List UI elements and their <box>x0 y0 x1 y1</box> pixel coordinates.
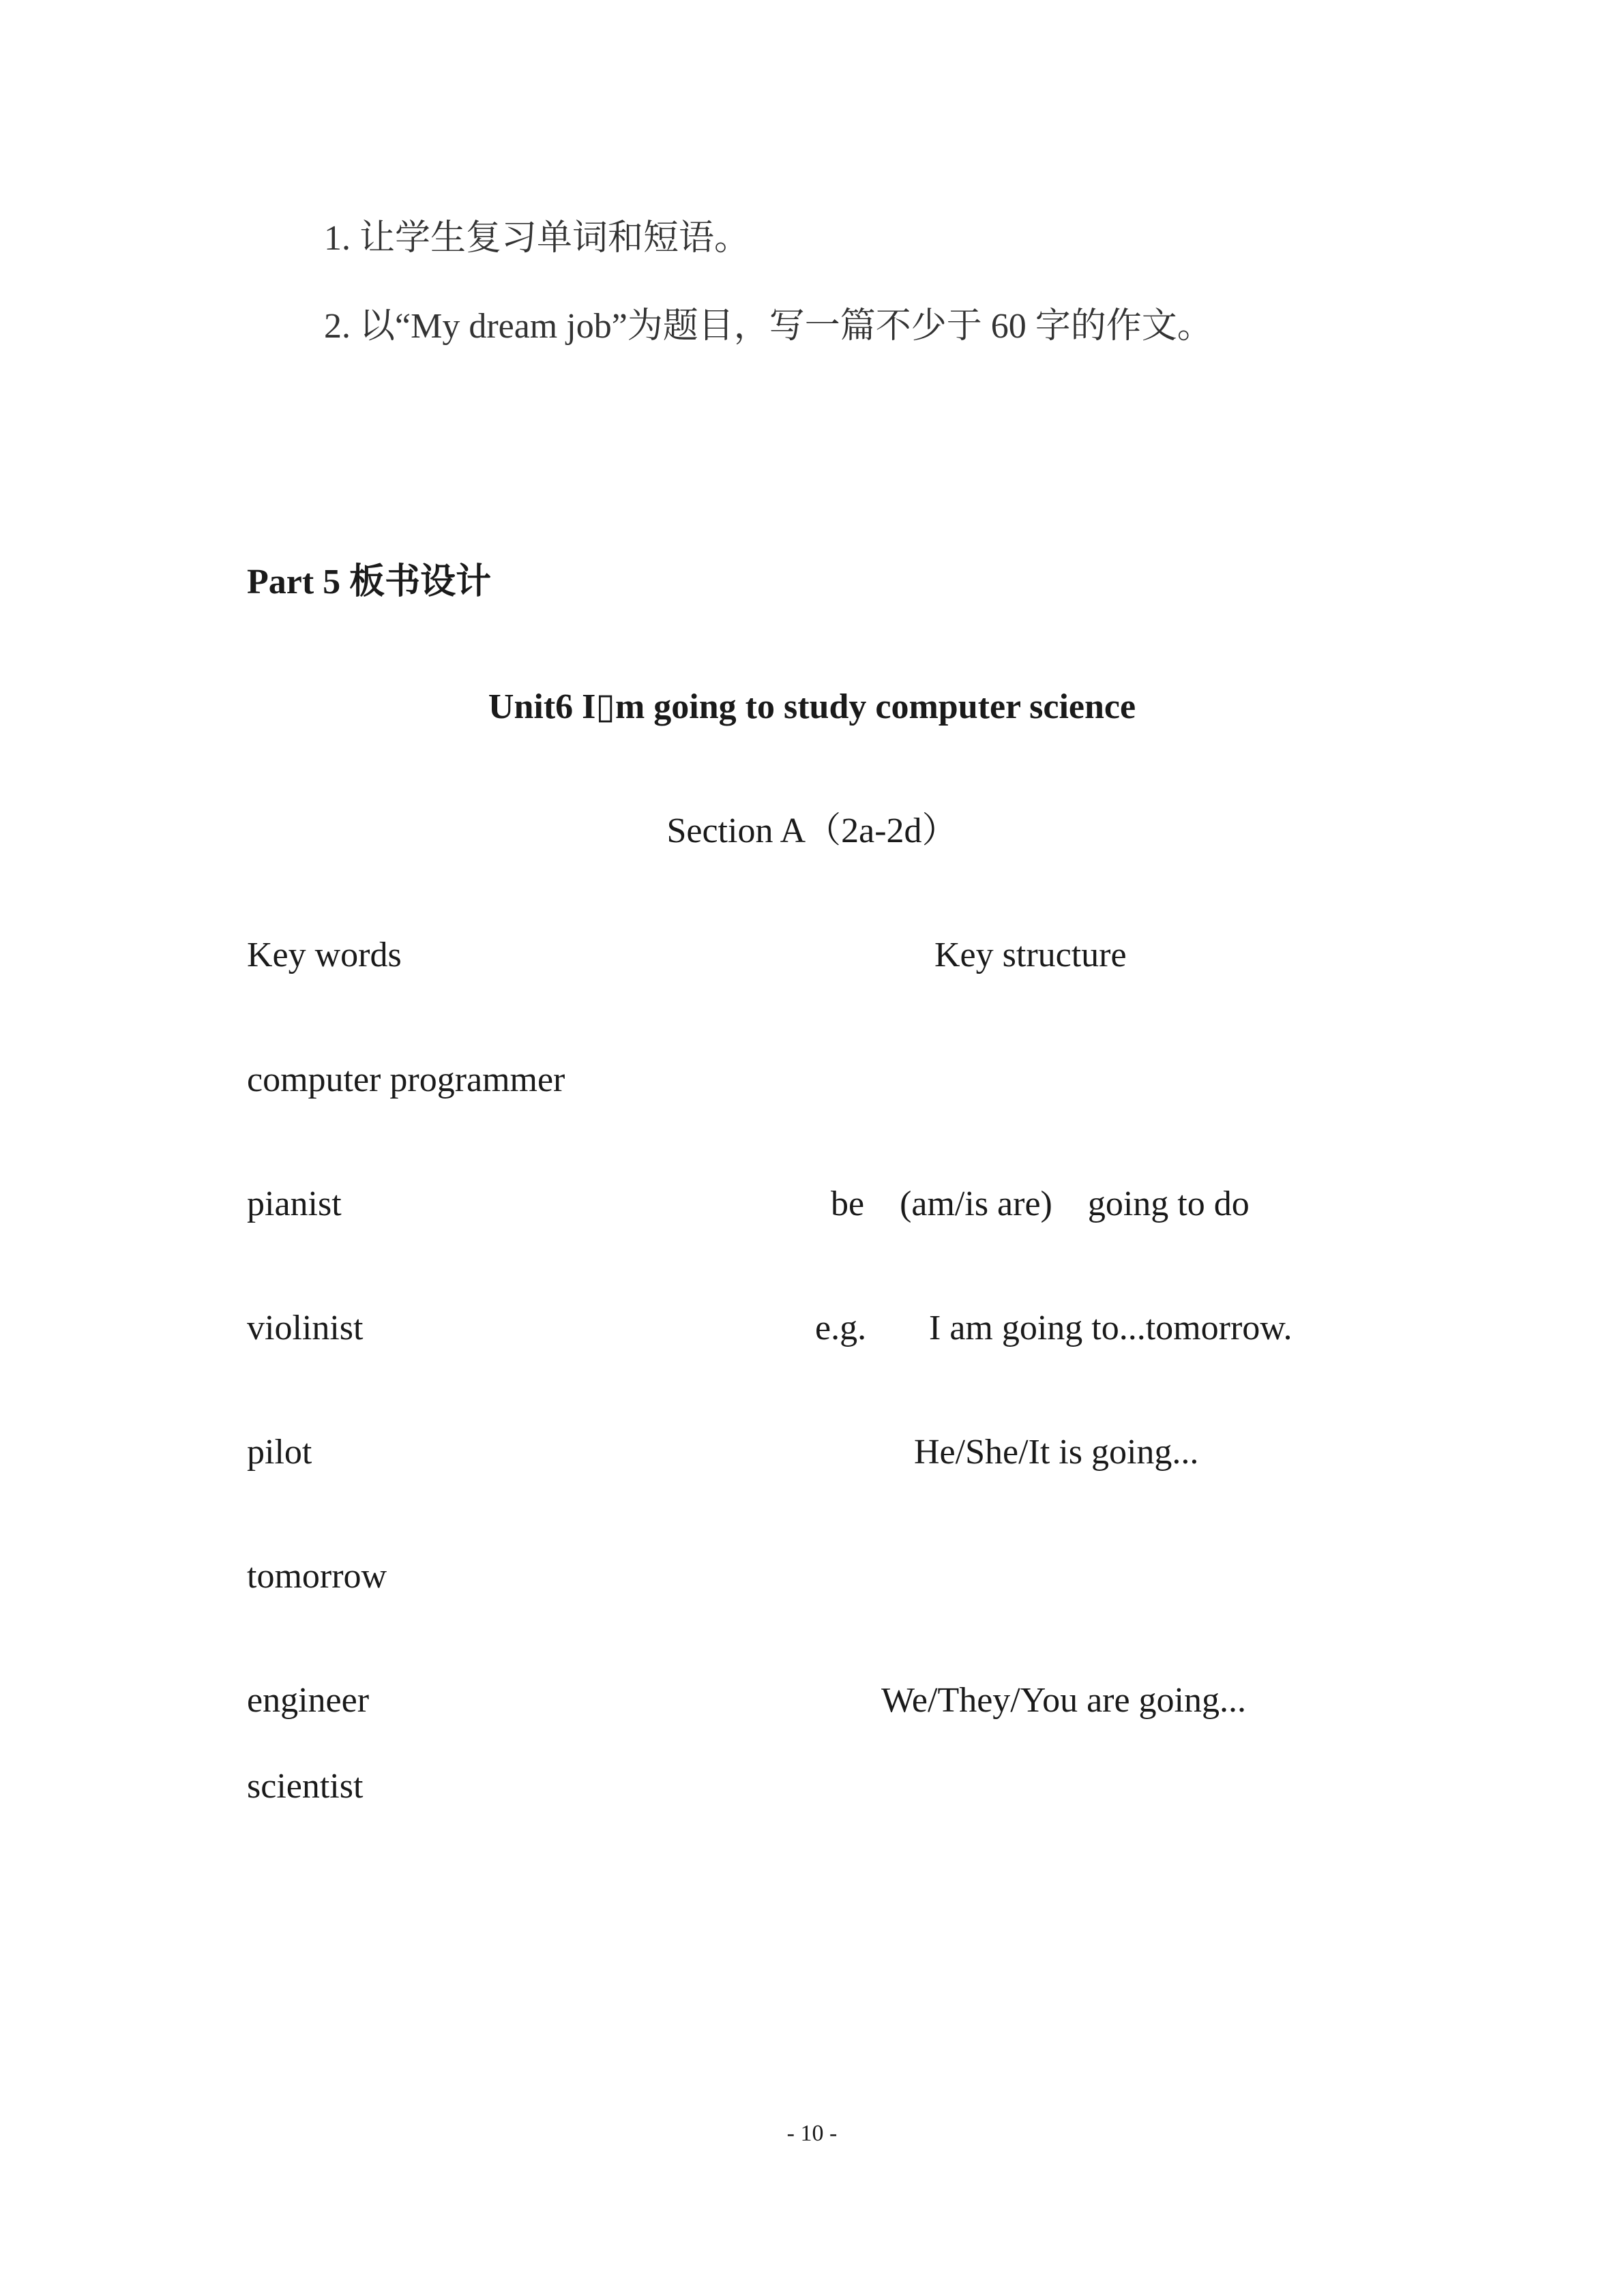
key-words-heading: Key words <box>247 936 402 974</box>
key-word-item: violinist <box>247 1309 364 1347</box>
part-heading: Part 5 板书设计 <box>247 563 492 601</box>
key-word-item: engineer <box>247 1681 370 1720</box>
key-word-item: computer programmer <box>247 1060 565 1099</box>
structure-pattern: be (am/is are) going to do <box>831 1184 1250 1223</box>
example-label: e.g. <box>815 1309 867 1347</box>
section-label: Section A（2a-2d） <box>666 811 958 850</box>
homework-item-1: 1. 让学生复习单词和短语。 <box>324 219 750 258</box>
key-word-item: pilot <box>247 1433 312 1472</box>
example-sentence-3: We/They/You are going... <box>881 1681 1247 1720</box>
example-sentence-1: I am going to...tomorrow. <box>929 1309 1293 1347</box>
key-word-item: pianist <box>247 1184 342 1223</box>
key-word-item: scientist <box>247 1767 364 1806</box>
key-structure-heading: Key structure <box>934 936 1127 974</box>
board-title: Unit6 I▯m going to study computer science <box>488 687 1136 726</box>
key-word-item: tomorrow <box>247 1557 387 1596</box>
homework-item-2: 2. 以“My dream job”为题目，写一篇不少于 60 字的作文。 <box>324 307 1213 346</box>
example-sentence-2: He/She/It is going... <box>914 1433 1199 1472</box>
page-number: - 10 - <box>786 2121 838 2146</box>
